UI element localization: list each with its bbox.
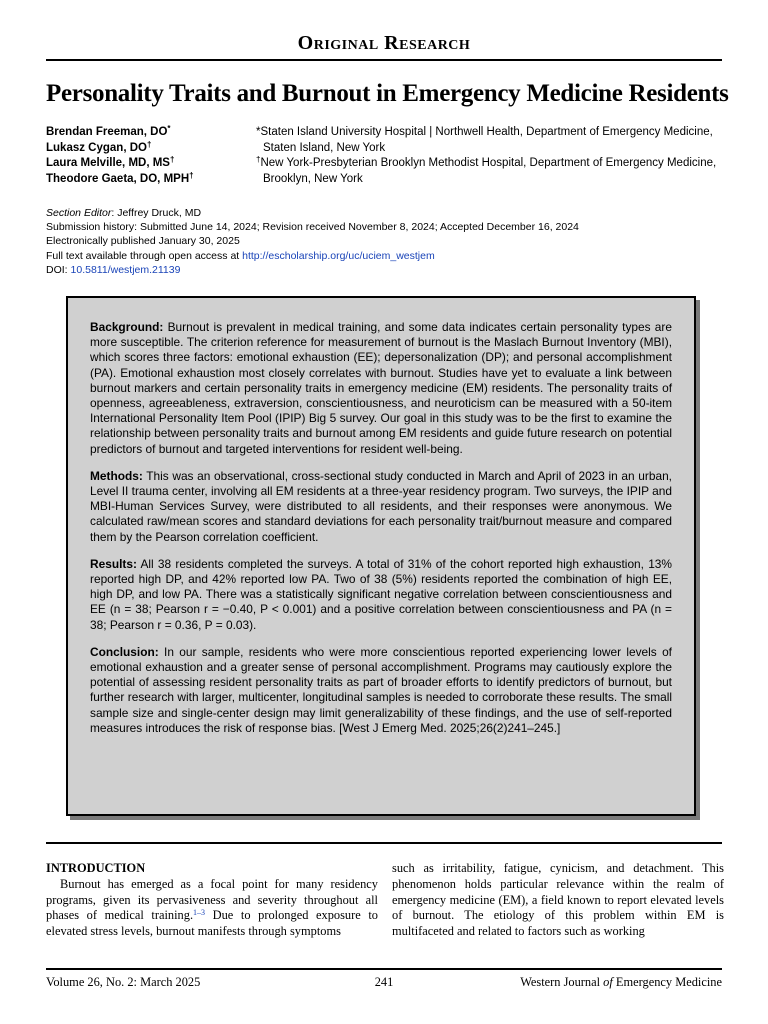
author-item: Brendan Freeman, DO* bbox=[46, 124, 171, 138]
abstract-results: Results: All 38 residents completed the surveys. A total of 31% of the cohort reported high exhaustion, 13% reported high DP, and 42% reported low PA. Two of 38 (5%) residents reported the combination of high EE, high DP, and low PA. There was a statistically significant negative correlation between conscientiousness and EE (n = 38; Pearson r = −0.40, P < 0.001) and a positive correlation between conscientiousness and PA (n = 38; Pearson r = 0.36, P = 0.03). bbox=[90, 556, 672, 632]
doi-line: DOI: 10.5811/westjem.21139 bbox=[46, 263, 181, 276]
doi-link[interactable]: 10.5811/westjem.21139 bbox=[70, 263, 181, 276]
page-number: 241 bbox=[374, 975, 394, 989]
article-meta bbox=[46, 206, 726, 277]
journal-name: Western Journal of Emergency Medicine bbox=[520, 975, 722, 989]
published-date: Electronically published January 30, 2025 bbox=[46, 235, 240, 248]
section-label: Original Research bbox=[297, 32, 471, 54]
author-list bbox=[46, 125, 246, 187]
volume-info: Volume 26, No. 2: March 2025 bbox=[46, 975, 201, 989]
article-title: Personality Traits and Burnout in Emergency Medicine Residents bbox=[46, 80, 729, 107]
abstract-methods: Methods: This was an observational, cross-sectional study conducted in March and April of 2023 in an urban, Level II trauma center, involving all EM residents at a three-year residency program. Two surveys, the IPIP and MBI-Human Services Survey, were distributed to all residents, and their responses were anonymous. We calculated raw/mean scores and standard deviations for each personality trait/burnout measure and compared them by the Pearson correlation coefficient. bbox=[90, 468, 672, 544]
fulltext-link[interactable]: http://escholarship.org/uc/uciem_westjem bbox=[242, 249, 435, 262]
affiliation-list bbox=[256, 125, 726, 187]
header-rule bbox=[46, 59, 722, 61]
citation-link[interactable]: 1–3 bbox=[193, 908, 206, 918]
section-divider bbox=[46, 842, 722, 844]
fulltext-line: Full text available through open access at http://escholarship.org/uc/uciem_westjem bbox=[46, 249, 435, 262]
author-item: Lukasz Cygan, DO† bbox=[46, 139, 152, 154]
submission-history: Submission history: Submitted June 14, 2024; Revision received November 8, 2024; Accepted December 16, 2024 bbox=[46, 221, 579, 234]
section-editor: Section Editor: Jeffrey Druck, MD bbox=[46, 207, 202, 219]
affiliation-item: *Staten Island University Hospital | Northwell Health, Department of Emergency Medicine, Staten Island, New York bbox=[256, 126, 713, 154]
affiliation-item: †New York-Presbyterian Brooklyn Methodist Hospital, Department of Emergency Medicine, Brooklyn, New York bbox=[256, 155, 717, 185]
author-item: Theodore Gaeta, DO, MPH† bbox=[46, 170, 194, 185]
abstract-background: Background: Burnout is prevalent in medical training, and some data indicates certain personality types are more susceptible. The criterion reference for measurement of burnout is the Maslach Burnout Inventory (MBI), which scores three factors: emotional exhaustion (EE); depersonalization (DP); and personal accomplishment (PA). Emotional exhaustion most closely correlates with burnout. Studies have yet to evaluate a link between burnout markers and certain personality traits in emergency medicine (EM) residents. The personality traits of openness, agreeableness, extraversion, conscientiousness, and neuroticism can be measured with a 50-item International Personality Item Pool (IPIP) Big 5 survey. Our goal in this study was to be the first to examine the relationship between personality traits and burnout among EM residents and guide future research on potential predictors of burnout and targeted interventions for resident well-being. bbox=[90, 320, 672, 456]
intro-paragraph: Burnout has emerged as a focal point for many residency programs, given its pervasiveness and severity throughout all phases of medical training.$^{1-3}$ Due to prolonged exposure to elevated stress levels, burnout manifests through symptoms bbox=[46, 876, 378, 939]
abstract-conclusion: Conclusion: In our sample, residents who were more conscientious reported experiencing lower levels of emotional exhaustion and a greater sense of personal accomplishment. Programs may cautiously explore the potential of assessing resident personality traits as part of broader efforts to identify predictors of burnout, but further research with larger, multicenter, longitudinal samples is needed to corroborate these results. The small sample size and single-center design may limit generalizability of these findings, and the use of self-reported measures introduces the risk of response bias. [West J Emerg Med. 2025;26(2)241–245.] bbox=[90, 644, 672, 735]
footer-rule bbox=[46, 968, 722, 970]
abstract-box bbox=[66, 296, 696, 816]
body-column-left bbox=[46, 861, 378, 940]
intro-heading: INTRODUCTION bbox=[46, 861, 146, 875]
intro-paragraph-continued: such as irritability, fatigue, cynicism, and detachment. This phenomenon holds particular relevance within the realm of emergency medicine (EM), a field known to report elevated levels of burnout. The etiology of this problem within EM is multifaceted and related to factors such as working bbox=[392, 861, 724, 939]
body-column-right bbox=[392, 861, 724, 940]
author-item: Laura Melville, MD, MS† bbox=[46, 155, 175, 169]
